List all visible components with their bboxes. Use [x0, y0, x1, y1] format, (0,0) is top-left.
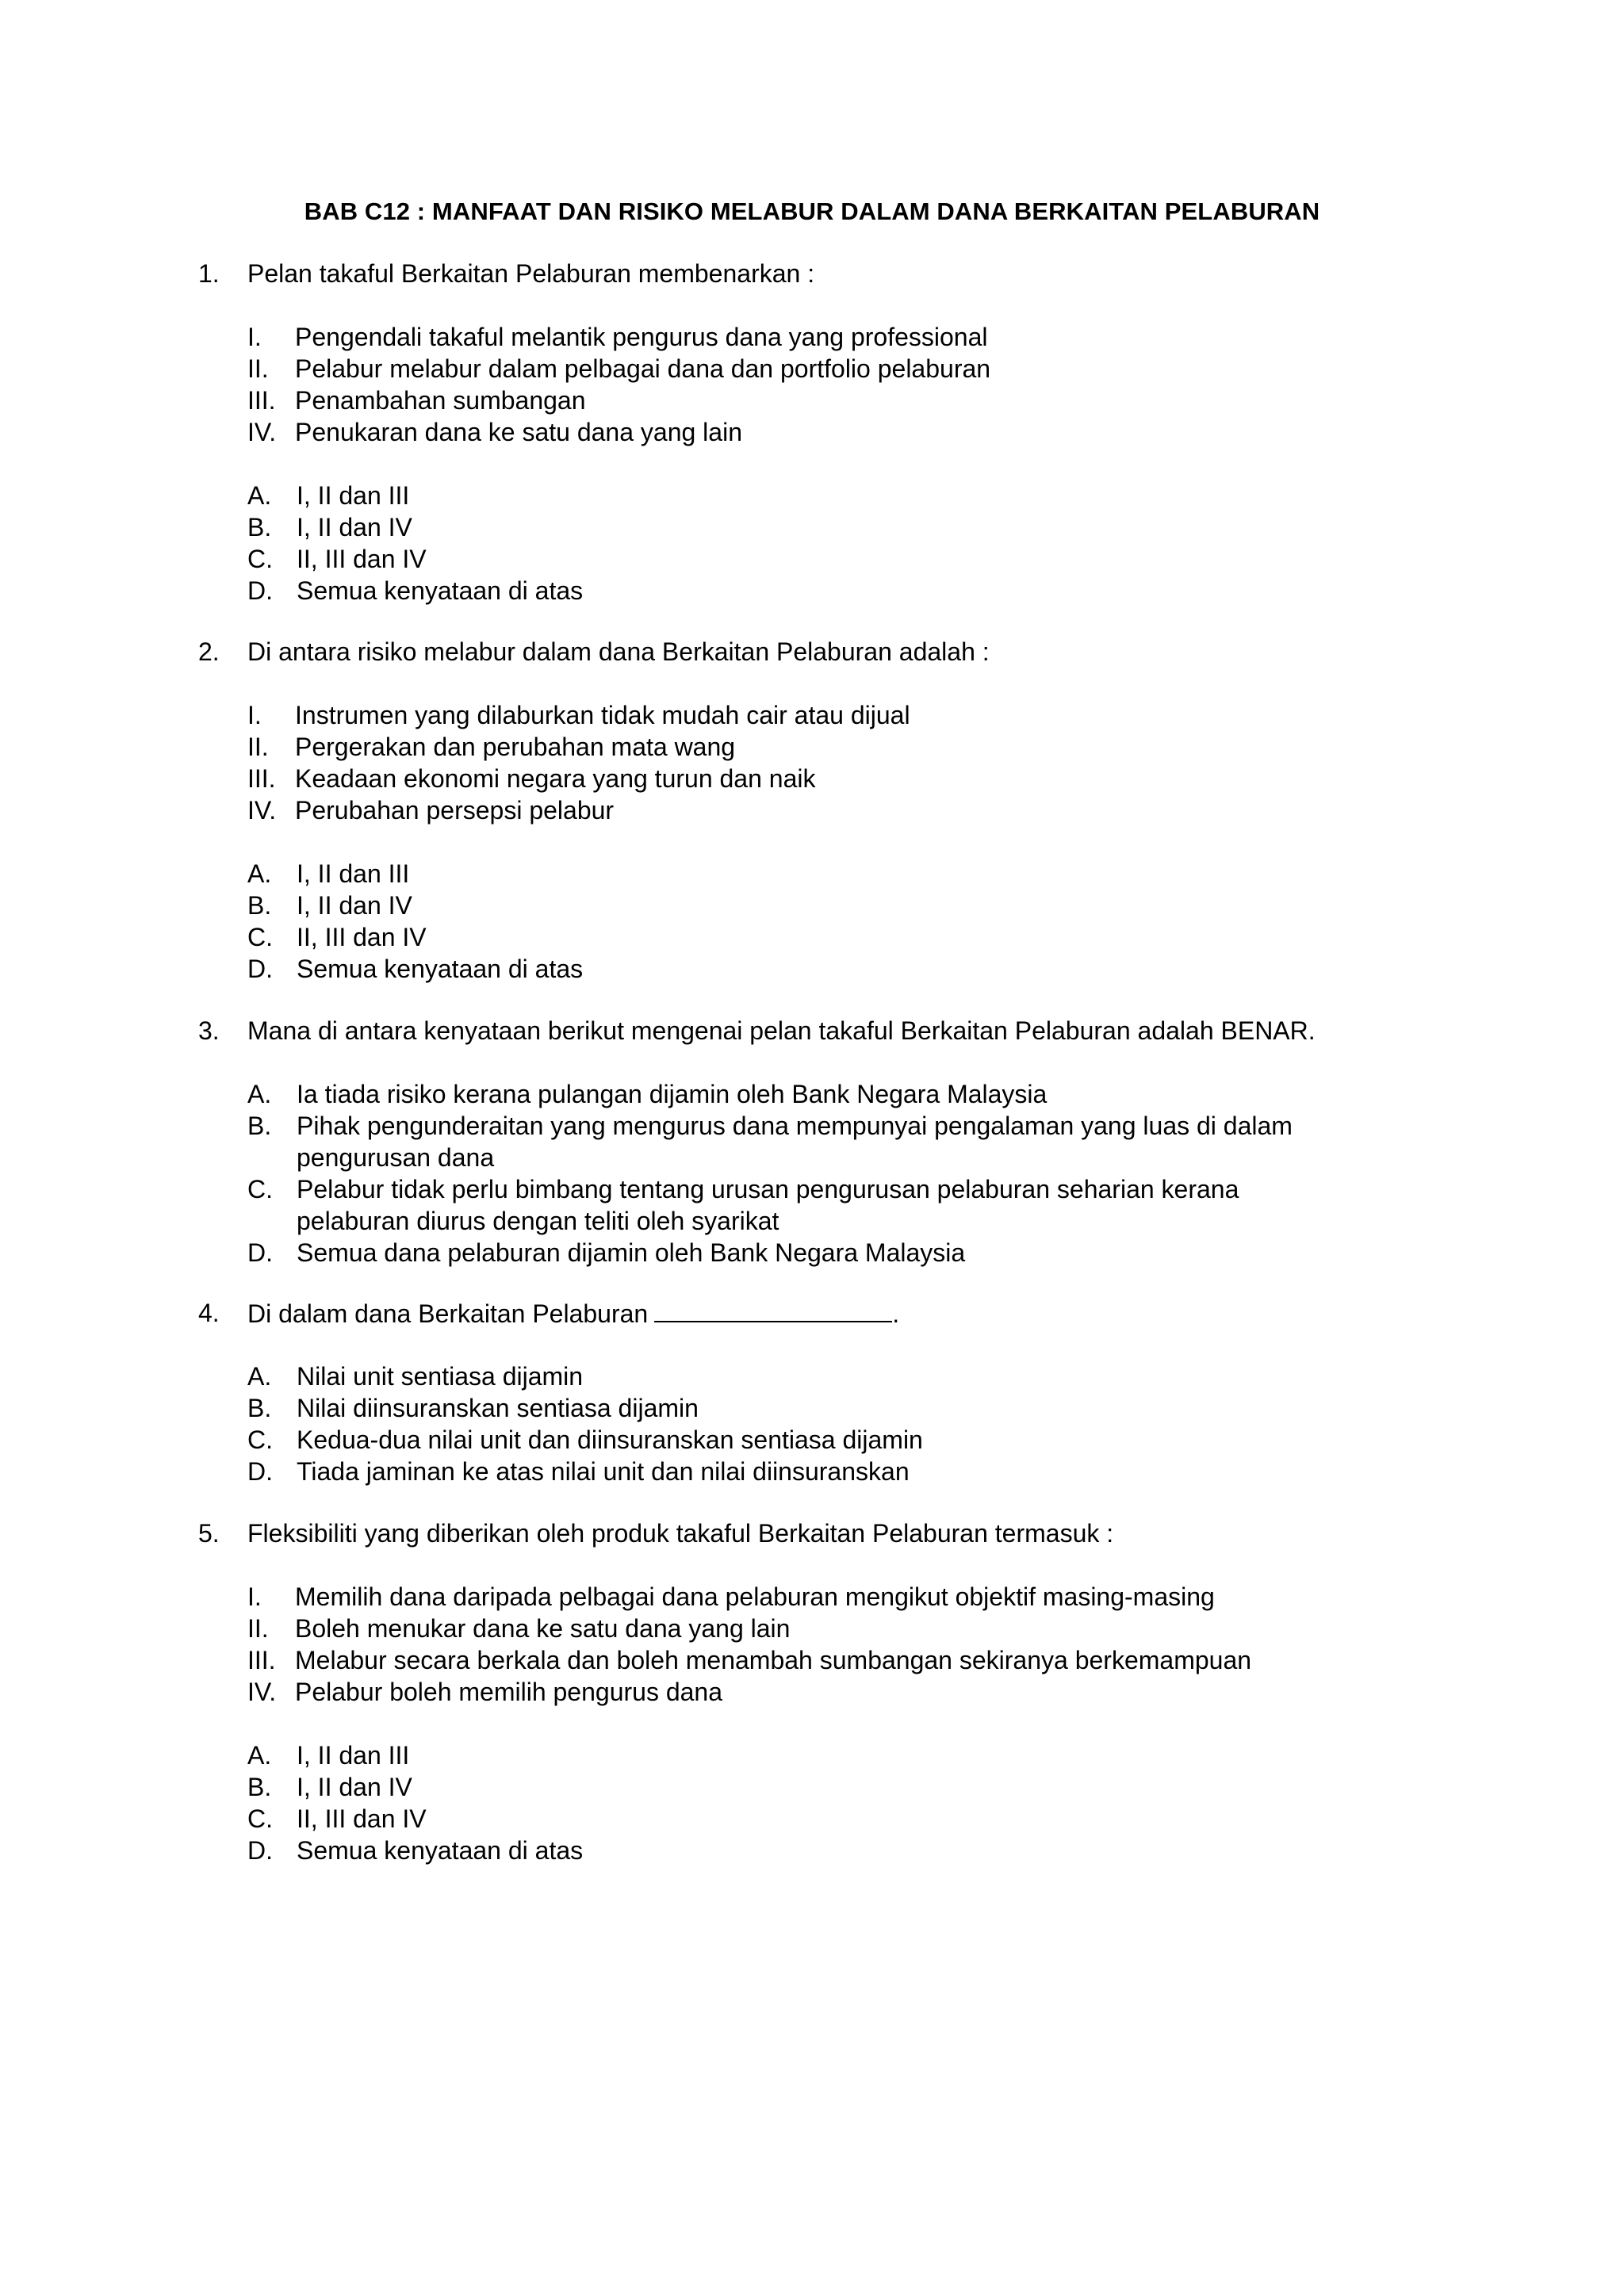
- option-text: Tiada jaminan ke atas nilai unit dan nilai diinsuranskan: [297, 1457, 910, 1486]
- option-text: I, II dan IV: [297, 1773, 412, 1801]
- option-text: Semua kenyataan di atas: [297, 576, 584, 605]
- statement-item: [0, 321, 1624, 353]
- statement-text: Memilih dana daripada pelbagai dana pelaburan mengikut objektif masing-masing: [295, 1582, 1215, 1611]
- question-header: [0, 1297, 1624, 1329]
- option-label: D.: [247, 1836, 273, 1865]
- question-text: Pelan takaful Berkaitan Pelaburan membenarkan :: [247, 259, 815, 288]
- option-label: C.: [247, 1175, 273, 1203]
- option-label: D.: [247, 1238, 273, 1267]
- option-list: [0, 858, 1624, 985]
- option-text: Nilai diinsuranskan sentiasa dijamin: [297, 1394, 699, 1422]
- option-text: I, II dan III: [297, 859, 410, 888]
- answer-option: [0, 1835, 1624, 1866]
- option-label: D.: [247, 955, 273, 983]
- option-text: II, III dan IV: [297, 1804, 427, 1833]
- question-text: Di antara risiko melabur dalam dana Berkaitan Pelaburan adalah :: [247, 637, 990, 666]
- answer-option: [0, 511, 1624, 543]
- answer-option: [0, 1078, 1624, 1110]
- option-text: Semua kenyataan di atas: [297, 955, 584, 983]
- option-text-line: Semua dana pelaburan dijamin oleh Bank Negara Malaysia: [297, 1238, 966, 1267]
- statement-text: Keadaan ekonomi negara yang turun dan naik: [295, 764, 816, 793]
- answer-option: [0, 575, 1624, 607]
- question-number: 1.: [198, 259, 220, 288]
- question-text-end: .: [892, 1299, 900, 1328]
- option-label: C.: [247, 923, 273, 951]
- statement-label: IV.: [247, 1678, 277, 1706]
- question-text: Mana di antara kenyataan berikut mengenai pelan takaful Berkaitan Pelaburan adalah BENAR.: [247, 1016, 1316, 1045]
- option-text: II, III dan IV: [297, 923, 427, 951]
- answer-option: [0, 1424, 1624, 1456]
- statement-label: II.: [247, 733, 269, 761]
- statement-item: [0, 1581, 1624, 1613]
- option-text-line: Pihak pengunderaitan yang mengurus dana mempunyai pengalaman yang luas di dalam: [297, 1112, 1293, 1140]
- question-5: [0, 1517, 1624, 1866]
- answer-option: [0, 1237, 1624, 1269]
- option-text: Kedua-dua nilai unit dan diinsuranskan sentiasa dijamin: [297, 1425, 923, 1454]
- option-list: [0, 1078, 1624, 1269]
- question-3: [0, 1015, 1624, 1269]
- statement-text: Boleh menukar dana ke satu dana yang lain: [295, 1614, 791, 1643]
- option-text: I, II dan III: [297, 1741, 410, 1770]
- option-text-line: Ia tiada risiko kerana pulangan dijamin oleh Bank Negara Malaysia: [297, 1080, 1048, 1108]
- statement-item: [0, 731, 1624, 763]
- statement-label: II.: [247, 1614, 269, 1643]
- statement-text: Pelabur melabur dalam pelbagai dana dan portfolio pelaburan: [295, 354, 991, 383]
- option-text-line: Pelabur tidak perlu bimbang tentang urusan pengurusan pelaburan seharian kerana: [297, 1175, 1239, 1203]
- question-number: 5.: [198, 1519, 220, 1548]
- option-list: [0, 1360, 1624, 1487]
- answer-option: [0, 890, 1624, 921]
- statement-list: [0, 699, 1624, 826]
- statement-text: Pengendali takaful melantik pengurus dana yang professional: [295, 323, 988, 351]
- statement-label: III.: [247, 1646, 276, 1674]
- statement-label: I.: [247, 701, 262, 729]
- question-number: 3.: [198, 1016, 220, 1045]
- option-label: A.: [247, 1080, 272, 1108]
- option-label: B.: [247, 513, 272, 541]
- option-label: B.: [247, 1394, 272, 1422]
- option-label: A.: [247, 1741, 272, 1770]
- question-text: Fleksibiliti yang diberikan oleh produk takaful Berkaitan Pelaburan termasuk :: [247, 1519, 1114, 1548]
- question-text: Di dalam dana Berkaitan Pelaburan: [247, 1299, 649, 1328]
- statement-text: Penukaran dana ke satu dana yang lain: [295, 418, 742, 446]
- question-4: [0, 1297, 1624, 1487]
- option-list: [0, 480, 1624, 607]
- answer-option: [0, 1739, 1624, 1771]
- statement-label: I.: [247, 1582, 262, 1611]
- answer-option: [0, 1173, 1624, 1237]
- option-label: C.: [247, 1425, 273, 1454]
- question-2: [0, 636, 1624, 985]
- option-label: C.: [247, 545, 273, 573]
- option-label: B.: [247, 1773, 272, 1801]
- statement-item: [0, 353, 1624, 385]
- option-text: I, II dan IV: [297, 513, 412, 541]
- answer-option: [0, 543, 1624, 575]
- option-text: I, II dan III: [297, 481, 410, 510]
- answer-option: [0, 1771, 1624, 1803]
- question-text-wrap: [247, 1297, 899, 1330]
- statement-text: Pergerakan dan perubahan mata wang: [295, 733, 736, 761]
- statement-label: II.: [247, 354, 269, 383]
- question-header: [0, 258, 1624, 289]
- answer-option: [0, 953, 1624, 985]
- statement-item: [0, 699, 1624, 731]
- answer-option: [0, 480, 1624, 511]
- option-label: C.: [247, 1804, 273, 1833]
- fill-in-blank: [654, 1297, 892, 1322]
- option-text: Nilai unit sentiasa dijamin: [297, 1362, 584, 1391]
- option-label: A.: [247, 481, 272, 510]
- question-header: [0, 1015, 1624, 1047]
- answer-option: [0, 1456, 1624, 1487]
- statement-item: [0, 763, 1624, 794]
- statement-item: [0, 385, 1624, 416]
- statement-text: Perubahan persepsi pelabur: [295, 796, 615, 825]
- answer-option: [0, 1360, 1624, 1392]
- document-title: BAB C12 : MANFAAT DAN RISIKO MELABUR DALAM DANA BERKAITAN PELABURAN: [304, 197, 1320, 225]
- question-header: [0, 1517, 1624, 1549]
- statement-text: Melabur secara berkala dan boleh menambah sumbangan sekiranya berkemampuan: [295, 1646, 1252, 1674]
- answer-option: [0, 921, 1624, 953]
- statement-item: [0, 1644, 1624, 1676]
- answer-option: [0, 858, 1624, 890]
- option-text-line: pengurusan dana: [297, 1143, 495, 1172]
- option-label: D.: [247, 1457, 273, 1486]
- question-1: [0, 258, 1624, 607]
- option-label: B.: [247, 1112, 272, 1140]
- statement-item: [0, 794, 1624, 826]
- option-label: B.: [247, 891, 272, 920]
- statement-item: [0, 416, 1624, 448]
- statement-text: Pelabur boleh memilih pengurus dana: [295, 1678, 723, 1706]
- option-text: II, III dan IV: [297, 545, 427, 573]
- statement-label: III.: [247, 764, 276, 793]
- option-label: A.: [247, 1362, 272, 1391]
- answer-option: [0, 1110, 1624, 1173]
- option-list: [0, 1739, 1624, 1866]
- statement-text: Instrumen yang dilaburkan tidak mudah cair atau dijual: [295, 701, 910, 729]
- statement-text: Penambahan sumbangan: [295, 386, 586, 415]
- question-number: 4.: [198, 1299, 220, 1327]
- option-text: Semua kenyataan di atas: [297, 1836, 584, 1865]
- answer-option: [0, 1392, 1624, 1424]
- statement-item: [0, 1676, 1624, 1708]
- option-text: I, II dan IV: [297, 891, 412, 920]
- option-label: A.: [247, 859, 272, 888]
- statement-list: [0, 1581, 1624, 1708]
- question-header: [0, 636, 1624, 668]
- statement-label: IV.: [247, 796, 277, 825]
- answer-option: [0, 1803, 1624, 1835]
- statement-label: IV.: [247, 418, 277, 446]
- option-text-line: pelaburan diurus dengan teliti oleh syarikat: [297, 1207, 779, 1235]
- statement-label: I.: [247, 323, 262, 351]
- statement-list: [0, 321, 1624, 448]
- statement-label: III.: [247, 386, 276, 415]
- question-number: 2.: [198, 637, 220, 666]
- option-label: D.: [247, 576, 273, 605]
- statement-item: [0, 1613, 1624, 1644]
